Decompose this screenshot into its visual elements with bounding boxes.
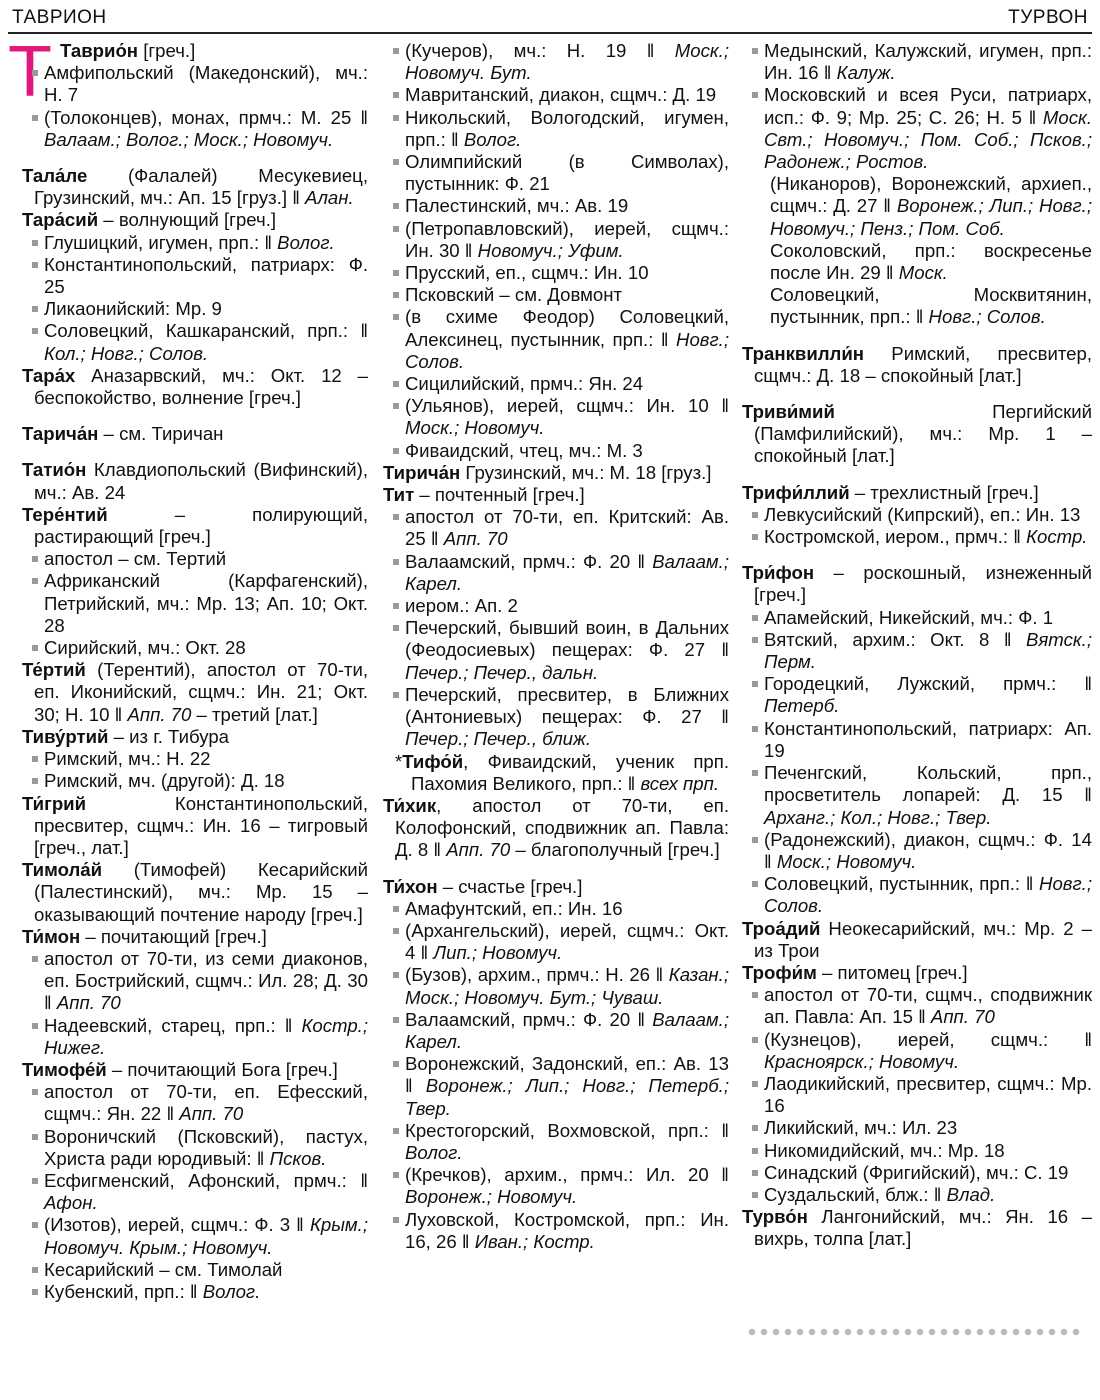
sub-entry: Лаодикийский, пресвитер, сщмч.: Мр. 16 bbox=[742, 1073, 1092, 1117]
sub-entry: Олимпийский (в Символах), пустынник: Ф. 21 bbox=[383, 151, 729, 195]
sub-entry: Константинопольский, патриарх: Ф. 25 bbox=[22, 254, 368, 298]
sub-entry: Ликаонийский: Мр. 9 bbox=[22, 298, 368, 320]
sub-entry: апостол от 70-ти, еп. Ефесский, сщмч.: Ян. 22 ‖ Апп. 70 bbox=[22, 1081, 368, 1125]
sub-entry: Прусский, еп., сщмч.: Ин. 10 bbox=[383, 262, 729, 284]
sub-entry: Соловецкий, пустынник, прп.: ‖ Новг.; Солов. bbox=[742, 873, 1092, 917]
sub-entry: Синадский (Фригийский), мч.: С. 19 bbox=[742, 1162, 1092, 1184]
dictionary-entry: Троа́дий Неокесарийский, мч.: Мр. 2 – из Трои bbox=[742, 917, 1092, 961]
dictionary-entry: Соловецкий, Москвитянин, пустынник, прп.: ‖ Новг.; Солов. bbox=[770, 284, 1092, 328]
sub-entry: Костромской, иером., прмч.: ‖ Костр. bbox=[742, 526, 1092, 548]
dictionary-entry: Тит – почтенный [греч.] bbox=[383, 484, 585, 506]
dictionary-entry: Те́ртий (Терентий), апостол от 70-ти, еп. Иконийский, сщмч.: Ин. 21; Окт. 30; Н. 10 ‖ Апп. 70 – третий [лат.] bbox=[22, 659, 368, 725]
sub-entry: Кесарийский – см. Тимолай bbox=[22, 1259, 368, 1281]
dictionary-entry: Три́фон – роскошный, изнеженный [греч.] bbox=[742, 562, 1092, 606]
sub-entry: Никомидийский, мч.: Мр. 18 bbox=[742, 1140, 1092, 1162]
dictionary-entry: Ти́хон – счастье [греч.] bbox=[383, 875, 583, 897]
sub-entry: Есфигменский, Афонский, прмч.: ‖ Афон. bbox=[22, 1170, 368, 1214]
sub-entry: (Ульянов), иерей, сщмч.: Ин. 10 ‖ Моск.; Новомуч. bbox=[383, 395, 729, 439]
dictionary-entry: Транквилли́н Римский, пресвитер, сщмч.: Д. 18 – спокойный [лат.] bbox=[742, 342, 1092, 386]
dictionary-entry: Ти́хик, апостол от 70-ти, еп. Колофонский, сподвижник ап. Павла: Д. 8 ‖ Апп. 70 – благополучный [греч.] bbox=[383, 794, 729, 861]
sub-entry: Римский, мч. (другой): Д. 18 bbox=[22, 770, 368, 792]
sub-entry: Валаамский, прмч.: Ф. 20 ‖ Валаам.; Карел. bbox=[383, 551, 729, 595]
sub-entry: (Бузов), архим., прмч.: Н. 26 ‖ Казан.; Моск.; Новомуч. Бут.; Чуваш. bbox=[383, 964, 729, 1008]
sub-entry: Римский, мч.: Н. 22 bbox=[22, 748, 368, 770]
sub-entry: Суздальский, блж.: ‖ Влад. bbox=[742, 1184, 1092, 1206]
sub-entry: (Кречков), архим., прмч.: Ил. 20 ‖ Воронеж.; Новомуч. bbox=[383, 1164, 729, 1208]
dictionary-entry: *Тифо́й, Фиваидский, ученик прп. Пахомия Великого, прп.: ‖ всех прп. bbox=[395, 750, 729, 794]
sub-entry: (в схиме Феодор) Соловецкий, Алексинец, пустынник, прп.: ‖ Новг.; Солов. bbox=[383, 306, 729, 373]
dictionary-entry: Тирича́н Грузинский, мч.: М. 18 [груз.] bbox=[383, 461, 712, 483]
dictionary-entry: Тиву́ртий – из г. Тибура bbox=[22, 725, 230, 747]
end-of-section-dots bbox=[746, 1327, 1082, 1337]
dictionary-entry: Тимола́й (Тимофей) Кесарийский (Палестинский), мч.: Мр. 15 – оказывающий почтение народу [греч.] bbox=[22, 859, 368, 925]
sub-entry: апостол от 70-ти, сщмч., сподвижник ап. Павла: Ап. 15 ‖ Апп. 70 bbox=[742, 984, 1092, 1028]
sub-entry: Московский и всея Руси, патриарх, исп.: Ф. 9; Мр. 25; С. 26; Н. 5 ‖ Моск. Свт.; Новомуч.; Пом. Соб.; Псков.; Радонеж.; Ростов. bbox=[742, 84, 1092, 173]
sub-entry: Вороничский (Псковский), пастух, Христа ради юродивый: ‖ Псков. bbox=[22, 1126, 368, 1170]
sub-entry: Сицилийский, прмч.: Ян. 24 bbox=[383, 373, 729, 395]
sub-entry: иером.: Ап. 2 bbox=[383, 595, 729, 617]
sub-entry: Воронежский, Задонский, еп.: Ав. 13 ‖ Воронеж.; Лип.; Новг.; Петерб.; Твер. bbox=[383, 1053, 729, 1120]
sub-entry: апостол от 70-ти, еп. Критский: Ав. 25 ‖ Апп. 70 bbox=[383, 506, 729, 550]
sub-entry: Апамейский, Никейский, мч.: Ф. 1 bbox=[742, 607, 1092, 629]
sub-entry: (Кузнецов), иерей, сщмч.: ‖ Красноярск.; Новомуч. bbox=[742, 1029, 1092, 1073]
sub-entry: Валаамский, прмч.: Ф. 20 ‖ Валаам.; Карел. bbox=[383, 1009, 729, 1053]
dictionary-entry: Таврио́н [греч.] bbox=[60, 40, 196, 61]
dictionary-entry: Турво́н Лангонийский, мч.: Ян. 16 – вихрь, толпа [лат.] bbox=[742, 1206, 1092, 1250]
sub-entry: Вятский, архим.: Окт. 8 ‖ Вятск.; Перм. bbox=[742, 629, 1092, 673]
sub-entry: Африканский (Карфагенский), Петрийский, мч.: Мр. 13; Ап. 10; Окт. 28 bbox=[22, 570, 368, 637]
dictionary-entry: Соколовский, прп.: воскресенье после Ин. 29 ‖ Моск. bbox=[770, 239, 1092, 284]
sub-entry: Мавританский, диакон, сщмч.: Д. 19 bbox=[383, 84, 729, 106]
dictionary-entry: Татио́н Клавдиопольский (Вифинский), мч.: Ав. 24 bbox=[22, 459, 368, 503]
sub-entry: апостол от 70-ти, из семи диаконов, еп. Бострийский, сщмч.: Ил. 28; Д. 30 ‖ Апп. 70 bbox=[22, 948, 368, 1015]
dictionary-entry: Триви́мий Пергийский (Памфилийский), мч.: Мр. 1 – спокойный [лат.] bbox=[742, 401, 1092, 467]
sub-entry: (Архангельский), иерей, сщмч.: Окт. 4 ‖ Лип.; Новомуч. bbox=[383, 920, 729, 964]
sub-entry: (Радонежский), диакон, сщмч.: Ф. 14 ‖ Моск.; Новомуч. bbox=[742, 829, 1092, 873]
dictionary-entry: Тарича́н – см. Тиричан bbox=[22, 423, 224, 445]
column-1 bbox=[22, 40, 368, 1303]
sub-entry: Печерский, бывший воин, в Дальних (Феодосиевых) пещерах: Ф. 27 ‖ Печер.; Печер., дальн. bbox=[383, 617, 729, 684]
sub-entry: (Толоконцев), монах, прмч.: М. 25 ‖ Валаам.; Волог.; Моск.; Новомуч. bbox=[22, 107, 368, 151]
dictionary-entry: Трофи́м – питомец [греч.] bbox=[742, 961, 968, 983]
sub-entry: Печенгский, Кольский, прп., просветитель лопарей: Д. 15 ‖ Арханг.; Кол.; Новг.; Твер. bbox=[742, 762, 1092, 829]
column-3 bbox=[742, 40, 1092, 1251]
dictionary-entry: Ти́грий Константинопольский, пресвитер, сщмч.: Ин. 16 – тигровый [греч., лат.] bbox=[22, 792, 368, 858]
header-right-guide-word: ТУРВОН bbox=[1008, 7, 1088, 28]
sub-entry: Глушицкий, игумен, прп.: ‖ Волог. bbox=[22, 232, 368, 254]
sub-entry: Амфипольский (Македонский), мч.: Н. 7 bbox=[22, 62, 368, 106]
dictionary-entry: Тара́сий – волнующий [греч.] bbox=[22, 209, 277, 231]
running-header bbox=[8, 4, 1092, 34]
sub-entry: Ликийский, мч.: Ил. 23 bbox=[742, 1117, 1092, 1139]
sub-entry: Медынский, Калужский, игумен, прп.: Ин. 16 ‖ Калуж. bbox=[742, 40, 1092, 84]
dictionary-entry: (Никаноров), Воронежский, архиеп., сщмч.: Д. 27 ‖ Воронеж.; Лип.; Новг.; Новомуч.; Пенз.; Пом. Соб. bbox=[770, 173, 1092, 239]
sub-entry: Печерский, пресвитер, в Ближних (Антониевых) пещерах: Ф. 27 ‖ Печер.; Печер., ближ. bbox=[383, 684, 729, 751]
dictionary-entry: Трифи́ллий – трехлистный [греч.] bbox=[742, 481, 1039, 503]
sub-entry: Никольский, Вологодский, игумен, прп.: ‖ Волог. bbox=[383, 107, 729, 151]
dictionary-entry: Ти́мон – почитающий [греч.] bbox=[22, 925, 267, 947]
sub-entry: Городецкий, Лужский, прмч.: ‖ Петерб. bbox=[742, 673, 1092, 717]
sub-entry: Левкусийский (Кипрский), еп.: Ин. 13 bbox=[742, 504, 1092, 526]
sub-entry: Константинопольский, патриарх: Ап. 19 bbox=[742, 718, 1092, 762]
sub-entry: Псковский – см. Довмонт bbox=[383, 284, 729, 306]
header-left-guide-word: ТАВРИОН bbox=[12, 7, 107, 28]
sub-entry: Сирийский, мч.: Окт. 28 bbox=[22, 637, 368, 659]
sub-entry: (Кучеров), мч.: Н. 19 ‖ Моск.; Новомуч. Бут. bbox=[383, 40, 729, 84]
dictionary-entry: Тере́нтий – полирующий, растирающий [греч.] bbox=[22, 503, 368, 548]
sub-entry: Амафунтский, еп.: Ин. 16 bbox=[383, 898, 729, 920]
sub-entry: (Изотов), иерей, сщмч.: Ф. 3 ‖ Крым.; Новомуч. Крым.; Новомуч. bbox=[22, 1214, 368, 1258]
sub-entry: (Петропавловский), иерей, сщмч.: Ин. 30 ‖ Новомуч.; Уфим. bbox=[383, 218, 729, 262]
sub-entry: Надеевский, старец, прп.: ‖ Костр.; Нижег. bbox=[22, 1015, 368, 1059]
column-2 bbox=[383, 40, 729, 1253]
sub-entry: апостол – см. Тертий bbox=[22, 548, 368, 570]
dictionary-entry: Тала́ле (Фалалей) Месукевиец, Грузинский, мч.: Ап. 15 [груз.] ‖ Алан. bbox=[22, 165, 368, 209]
sub-entry: Соловецкий, Кашкаранский, прп.: ‖ Кол.; Новг.; Солов. bbox=[22, 320, 368, 364]
sub-entry: Луховской, Костромской, прп.: Ин. 16, 26 ‖ Иван.; Костр. bbox=[383, 1209, 729, 1253]
sub-entry: Кубенский, прп.: ‖ Волог. bbox=[22, 1281, 368, 1303]
sub-entry: Крестогорский, Вохмовской, прп.: ‖ Волог. bbox=[383, 1120, 729, 1164]
dictionary-entry: Тимофе́й – почитающий Бога [греч.] bbox=[22, 1058, 338, 1080]
dictionary-entry: Тара́х Аназарвский, мч.: Окт. 12 – беспокойство, волнение [греч.] bbox=[22, 364, 368, 409]
sub-entry: Фиваидский, чтец, мч.: М. 3 bbox=[383, 440, 729, 462]
drop-cap-letter: Т bbox=[8, 32, 52, 112]
sub-entry: Палестинский, мч.: Ав. 19 bbox=[383, 195, 729, 217]
